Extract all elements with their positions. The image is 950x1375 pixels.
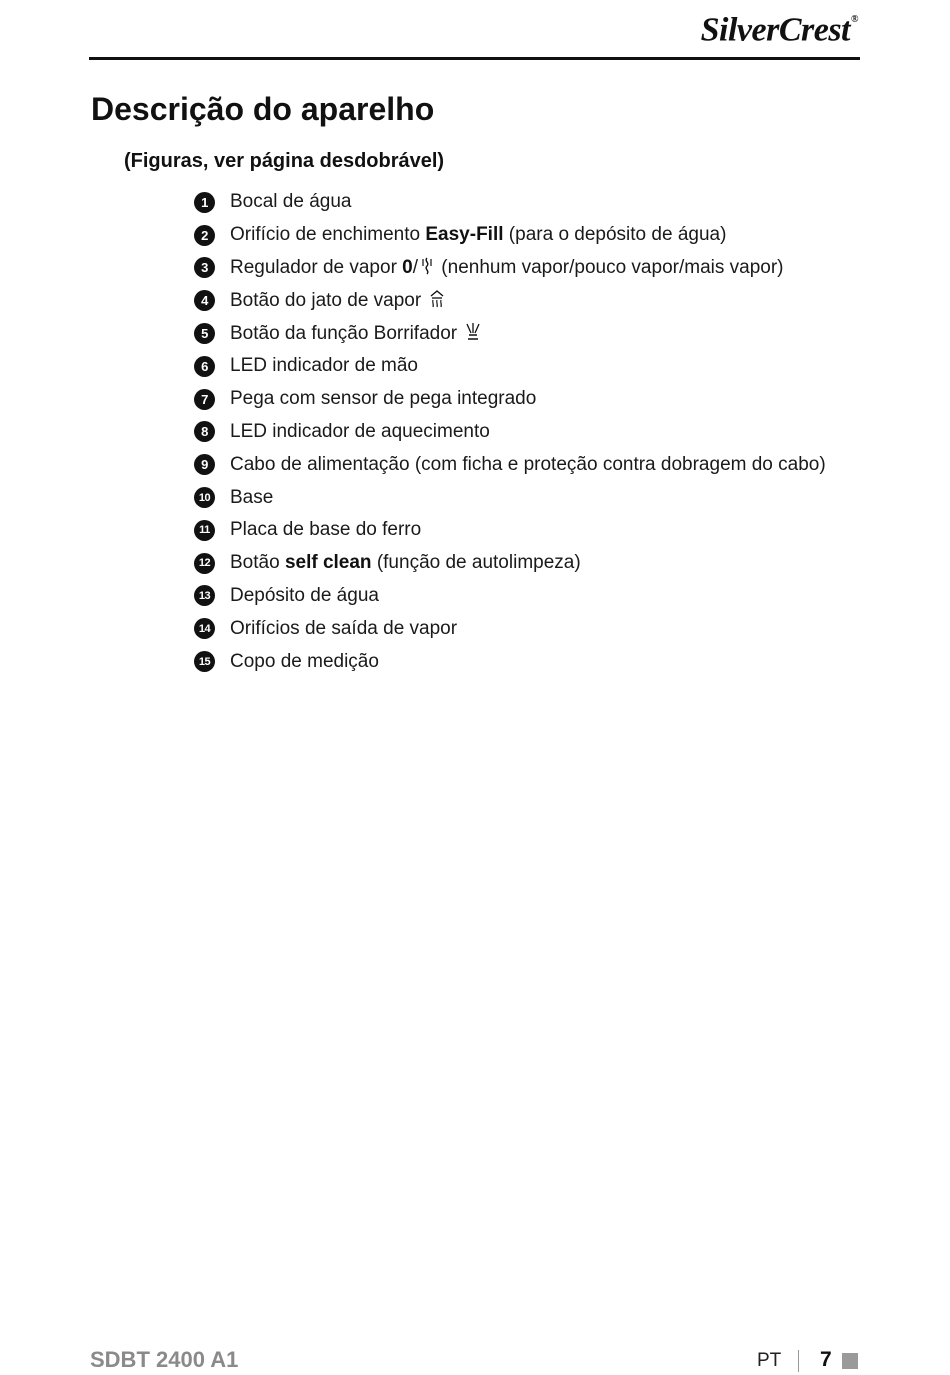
list-item [194, 252, 826, 285]
steam-burst-icon [428, 289, 446, 309]
part-number-badge: 2 [194, 225, 215, 246]
list-item [194, 219, 826, 252]
part-number-badge: 11 [194, 520, 215, 541]
page-title: Descrição do aparelho [91, 91, 435, 127]
part-label: Base [230, 486, 274, 508]
part-label: Pega com sensor de pega integrado [230, 388, 537, 410]
part-label: Botão self clean (função de autolimpeza) [230, 552, 581, 574]
part-number-badge: 7 [194, 389, 215, 410]
part-number-badge: 9 [194, 454, 215, 475]
footer-divider [798, 1350, 799, 1372]
footer-language-code: PT [757, 1350, 782, 1371]
part-label: Depósito de água [230, 584, 379, 606]
part-number-badge: 13 [194, 585, 215, 606]
part-label: Bocal de água [230, 191, 352, 213]
part-label: Orifício de enchimento Easy-Fill (para o depósito de água) [230, 224, 727, 246]
brand-name: SilverCrest [700, 11, 851, 49]
part-number-badge: 15 [194, 651, 215, 672]
page-marker-square [842, 1353, 858, 1369]
part-number-badge: 1 [194, 192, 215, 213]
brand-logo [701, 6, 858, 50]
parts-list [194, 186, 826, 678]
footer-model-number: SDBT 2400 A1 [90, 1347, 239, 1372]
part-label: LED indicador de mão [230, 355, 418, 377]
part-number-badge: 5 [194, 323, 215, 344]
list-item [194, 416, 826, 449]
part-label: Copo de medição [230, 650, 379, 672]
list-item [194, 612, 826, 645]
part-label: Regulador de vapor 0/ (nenhum vapor/pouco vapor/mais vapor) [230, 256, 784, 278]
list-item [194, 481, 826, 514]
part-label: LED indicador de aquecimento [230, 420, 490, 442]
part-number-badge: 12 [194, 553, 215, 574]
list-item [194, 350, 826, 383]
spray-icon [464, 322, 482, 342]
section-subtitle: (Figuras, ver página desdobrável) [124, 150, 445, 172]
list-item [194, 448, 826, 481]
part-label: Orifícios de saída de vapor [230, 617, 458, 639]
list-item [194, 317, 826, 350]
registered-mark: ® [851, 14, 858, 25]
part-number-badge: 4 [194, 290, 215, 311]
part-label: Botão da função Borrifador [230, 322, 484, 346]
list-item [194, 645, 826, 678]
list-item [194, 580, 826, 613]
header-rule [89, 57, 860, 60]
part-label: Botão do jato de vapor [230, 289, 448, 313]
page-number: 7 [820, 1348, 832, 1371]
list-item [194, 383, 826, 416]
list-item [194, 514, 826, 547]
list-item [194, 186, 826, 219]
part-label: Cabo de alimentação (com ficha e proteção contra dobragem do cabo) [230, 453, 826, 475]
part-number-badge: 3 [194, 257, 215, 278]
steam-level-icon [420, 256, 434, 276]
list-item [194, 284, 826, 317]
part-number-badge: 14 [194, 618, 215, 639]
part-number-badge: 8 [194, 421, 215, 442]
list-item [194, 547, 826, 580]
part-number-badge: 10 [194, 487, 215, 508]
part-number-badge: 6 [194, 356, 215, 377]
part-label: Placa de base do ferro [230, 519, 422, 541]
